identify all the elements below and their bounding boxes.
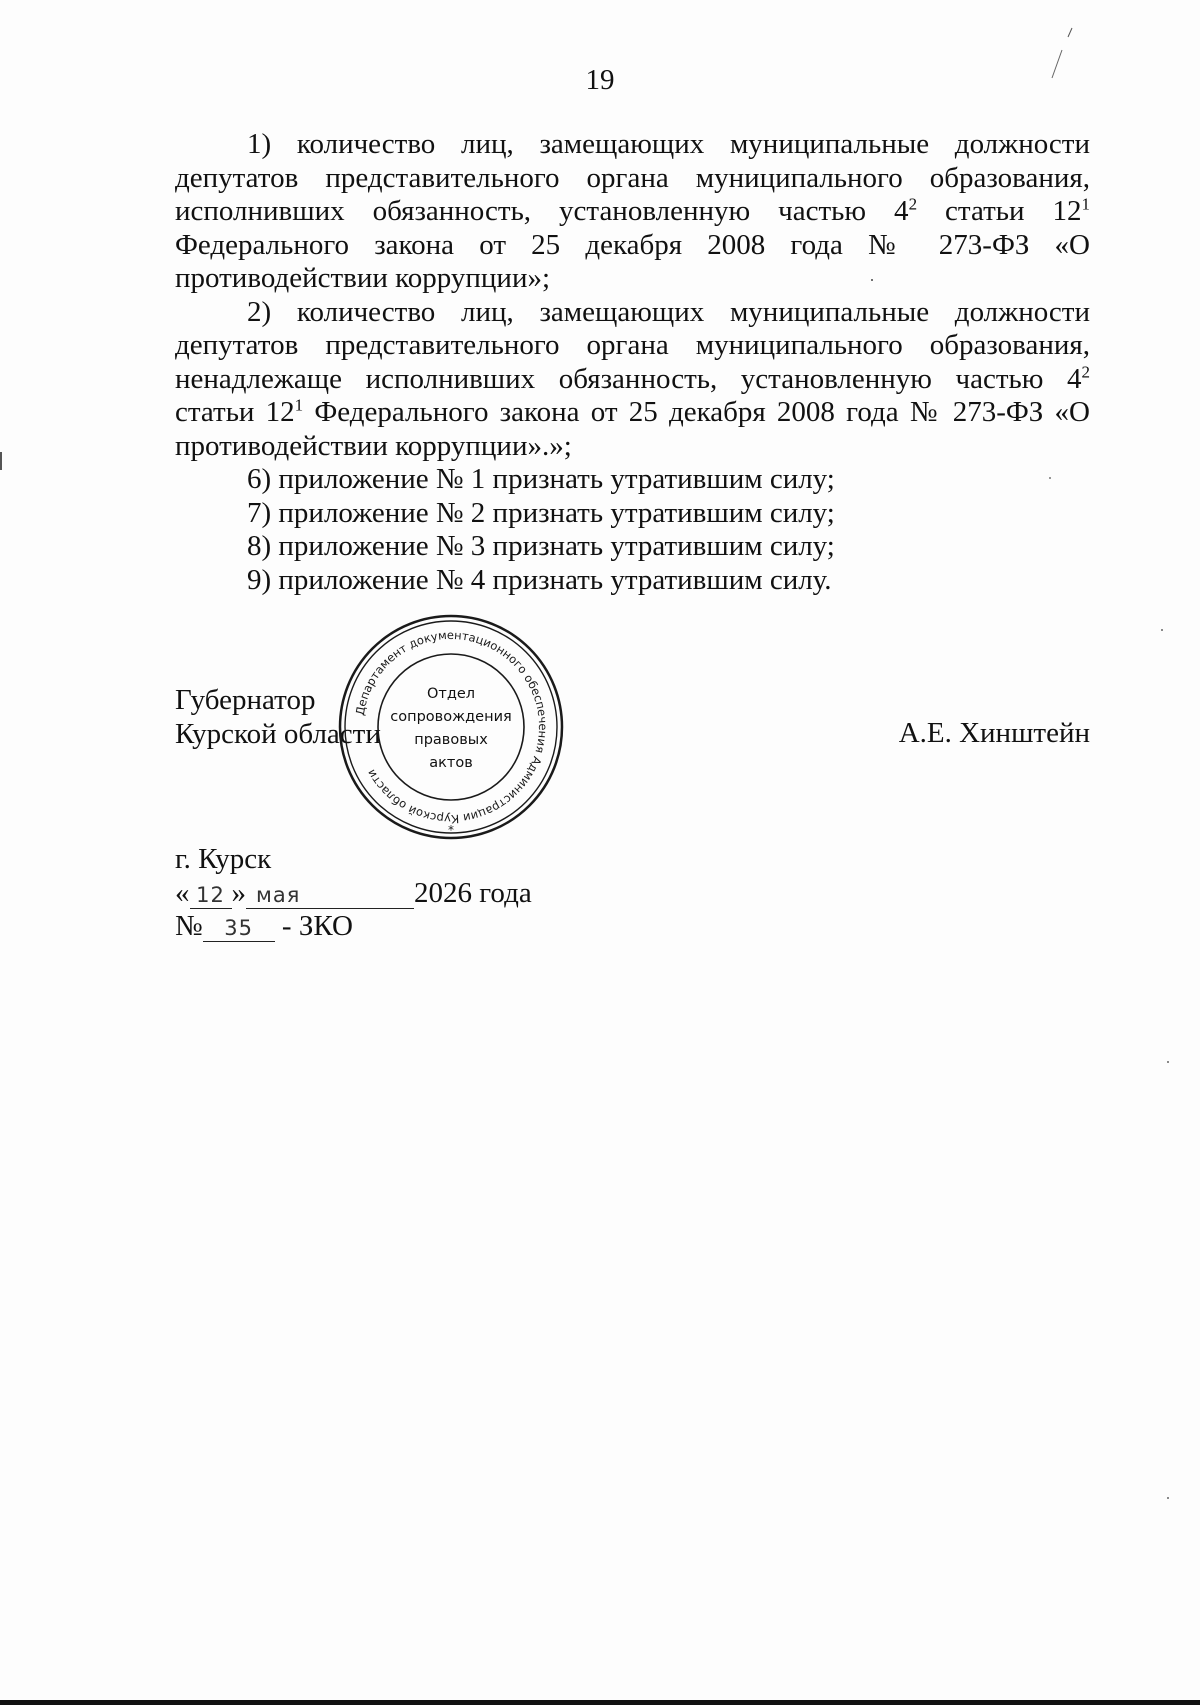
superscript: 1 [1081,194,1090,214]
scan-mark [1167,1497,1169,1499]
scan-mark [1052,50,1062,78]
list-item-6: 6) приложение № 1 признать утратившим силу; [247,463,835,495]
scan-mark [1161,629,1163,631]
law-number: 35 [203,915,275,942]
superscript: 2 [908,194,918,214]
stamp-center-line: сопровождения [390,709,512,725]
superscript: 2 [1081,361,1090,381]
paragraph-text: 2) количество лиц, замещающих муниципальные должности депутатов представительного органа муниципального образования, ненадлежаще исполнивших обязанность, установленную частью 4 [175,295,1090,395]
stamp-star: * [448,823,454,837]
superscript: 1 [294,395,304,415]
stamp-center-line: правовых [414,732,488,748]
paragraph-text: Федерального закона от 25 декабря 2008 года № 273-ФЗ «О противодействии коррупции».»; [175,396,1090,462]
date-day: 12 [190,882,232,909]
signatory-name: А.Е. Хинштейн [898,717,1090,749]
scan-mark [1049,477,1051,479]
city-line: г. Курск [175,843,272,875]
list-item-8: 8) приложение № 3 признать утратившим силу; [247,530,835,562]
number-sign: № [175,910,203,942]
stamp-center-line: Отдел [426,686,476,702]
page-number: 19 [585,64,615,96]
scan-mark [1068,28,1072,37]
position-line: Губернатор [175,684,316,716]
paragraph-text: 1) количество лиц, замещающих муниципальные должности депутатов представительного органа муниципального образования, исполнивших обязанность, установленную частью 4 [175,128,1090,227]
stamp-outer-text: Департамент документационного обеспечения Администрации Курской области [352,627,551,827]
scan-bottom-edge [0,1700,1200,1705]
close-quote: » [231,876,246,909]
date-year: 2026 года [414,876,532,909]
stamp-center-line: актов [429,755,473,771]
scan-mark [1167,1061,1169,1063]
paragraph-text: статьи 12 [917,195,1082,227]
date-month: мая [246,882,414,909]
position-line: Курской области [175,717,381,750]
open-quote: « [175,876,190,909]
paragraph-text: Федерального закона от 25 декабря 2008 года № 273-ФЗ «О противодействии коррупции»; [175,228,1090,294]
paragraph-text: статьи 12 [175,396,295,428]
scan-mark [871,279,873,281]
list-item-9: 9) приложение № 4 признать утратившим силу. [247,563,832,596]
law-number-suffix: - ЗКО [281,910,353,942]
list-item-7: 7) приложение № 2 признать утратившим силу; [247,496,835,529]
